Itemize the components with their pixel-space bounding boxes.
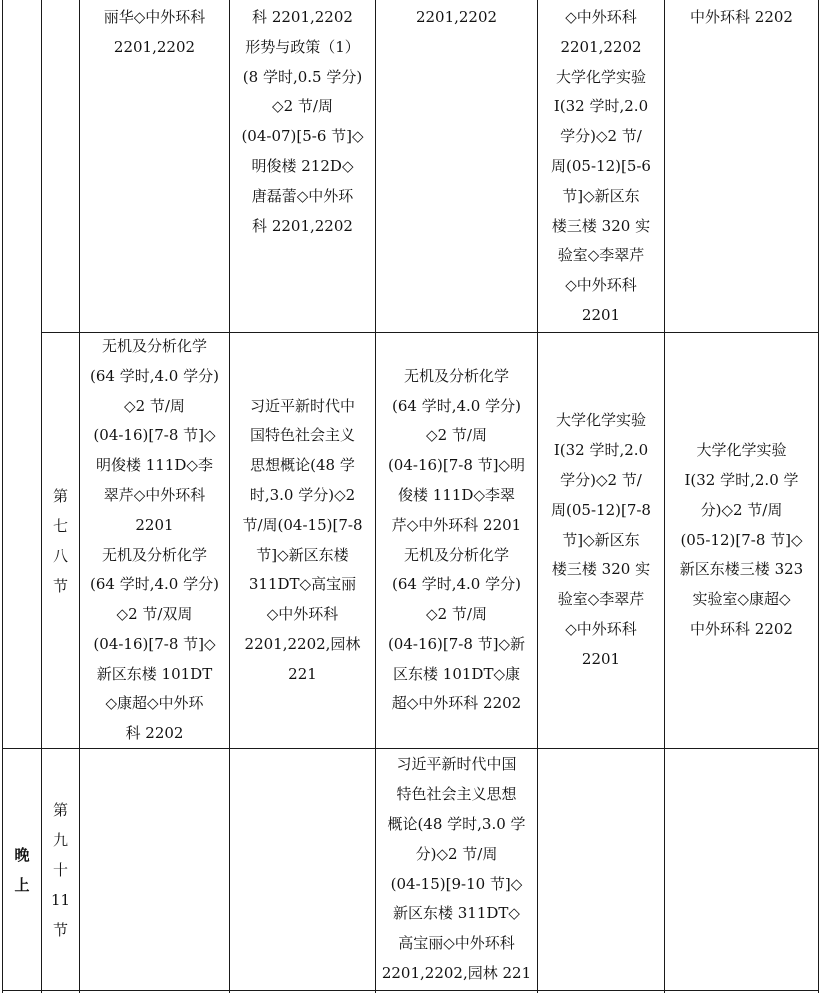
row-label-periods-7-8 (42, 333, 79, 748)
course-text: 科 2201,2202 形势与政策（1） (8 学时,0.5 学分) ◇2 节/周 (04-07)[5-6 节]◇ 明俊楼 212D◇ 唐磊蕾◇中外环 科 2201,2202 (241, 8, 364, 235)
course-text: 2201,2202 (415, 8, 498, 26)
cell-thu-continued (538, 3, 664, 332)
course-text: 无机及分析化学 (64 学时,4.0 学分) ◇2 节/周 (04-16)[7-8 节]◇ 明俊楼 111D◇李 翠芹◇中外环科 2201 无机及分析化学 (64 学时,4.0 学分) ◇2 节/双周 (04-16)[7-8 节]◇ 新区东楼 101DT ◇康超◇中外环 科 2202 (90, 336, 219, 743)
course-text: 习近平新时代中 国特色社会主义 思想概论(48 学 时,3.0 学分)◇2 节/周(04-15)[7-8 节]◇新区东楼 311DT◇高宝丽 ◇中外环科 2201,2202,园林 221 (242, 396, 363, 683)
period-label: 第 七 八 节 (52, 486, 68, 595)
course-text: ◇中外环科 2201,2202 大学化学实验 I(32 学时,2.0 学分)◇2 节/ 周(05-12)[5-6 节]◇新区东 楼三楼 320 实 验室◇李翠芹 ◇中外环科 2201 (551, 8, 651, 324)
period-label: 第 九 十 11 节 (50, 800, 71, 939)
cell-wed-periods-7-8 (376, 333, 537, 748)
evening-label: 晚 上 (14, 845, 30, 894)
grid-line (2, 990, 819, 991)
cell-wed-evening (376, 749, 537, 990)
cell-mon-continued (80, 3, 229, 332)
row-label-periods-9-11 (42, 749, 79, 990)
grid-line (818, 0, 819, 993)
cell-mon-evening (80, 749, 229, 990)
course-text: 中外环科 2202 (690, 8, 793, 26)
period-label-evening (3, 749, 41, 990)
cell-fri-continued (665, 3, 818, 332)
course-text: 无机及分析化学 (64 学时,4.0 学分) ◇2 节/周 (04-16)[7-8 节]◇明 俊楼 111D◇李翠 芹◇中外环科 2201 无机及分析化学 (64 学时,4.0 学分) ◇2 节/周 (04-16)[7-8 节]◇新 区东楼 101DT◇康 超◇中外环科 2202 (387, 366, 526, 713)
course-text: 大学化学实验 I(32 学时,2.0 学分)◇2 节/ 周(05-12)[7-8 节]◇新区东 楼三楼 320 实 验室◇李翠芹 ◇中外环科 2201 (551, 411, 651, 668)
cell-thu-periods-7-8 (538, 333, 664, 748)
course-text: 大学化学实验 I(32 学时,2.0 学 分)◇2 节/周 (05-12)[7-8 节]◇ 新区东楼三楼 323 实验室◇康超◇ 中外环科 2202 (679, 441, 804, 638)
cell-tue-evening (230, 749, 375, 990)
cell-wed-continued (376, 3, 537, 332)
course-text: 习近平新时代中国 特色社会主义思想 概论(48 学时,3.0 学 分)◇2 节/周 (04-15)[9-10 节]◇ 新区东楼 311DT◇ 高宝丽◇中外环科 2201,2202,园林 221 (381, 755, 532, 982)
cell-fri-evening (665, 749, 818, 990)
cell-mon-periods-7-8 (80, 333, 229, 748)
course-text: 丽华◇中外环科 2201,2202 (103, 8, 206, 56)
cell-tue-periods-7-8 (230, 333, 375, 748)
cell-thu-evening (538, 749, 664, 990)
cell-fri-periods-7-8 (665, 333, 818, 748)
cell-tue-continued (230, 3, 375, 332)
